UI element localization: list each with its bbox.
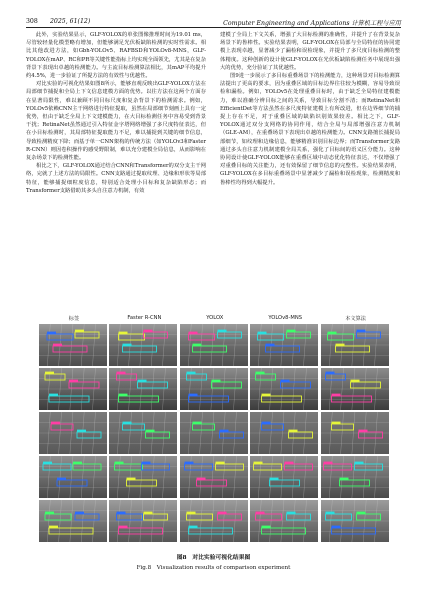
detection-thumbnail	[180, 412, 248, 454]
detection-box	[47, 334, 73, 340]
detection-label-tag	[186, 512, 195, 514]
detection-label-tag	[325, 512, 334, 514]
detection-label-tag	[57, 478, 66, 480]
detection-label-tag	[256, 372, 265, 374]
detection-label-tag	[119, 332, 128, 334]
solar-panel-image	[39, 368, 107, 410]
detection-box	[45, 374, 65, 380]
detection-label-tag	[215, 462, 224, 464]
detection-box	[119, 396, 159, 402]
detection-box	[188, 396, 228, 402]
detection-box	[53, 346, 87, 352]
detection-thumbnail	[109, 500, 177, 542]
detection-thumbnail	[250, 412, 318, 454]
column-label-ground-truth: 标签	[68, 316, 80, 322]
detection-label-tag	[49, 394, 58, 396]
detection-box	[142, 464, 170, 470]
detection-label-tag	[192, 422, 201, 424]
detection-label-tag	[53, 344, 62, 346]
detection-label-tag	[75, 512, 84, 514]
detection-thumbnail	[321, 500, 389, 542]
detection-label-tag	[45, 372, 54, 374]
figure-caption-cn: 图8 对比实验可视化结果图	[176, 555, 251, 561]
solar-panel-image	[321, 456, 389, 498]
figure-column-labels	[39, 315, 389, 324]
detection-label-tag	[51, 422, 60, 424]
detection-label-tag	[184, 462, 193, 464]
detection-label-tag	[339, 478, 348, 480]
detection-thumbnail	[250, 456, 318, 498]
detection-thumbnail	[250, 368, 318, 410]
detection-label-tag	[266, 344, 275, 346]
solar-panel-image	[180, 412, 248, 454]
detection-box	[75, 332, 99, 338]
detection-label-tag	[69, 380, 78, 382]
detection-box	[217, 514, 241, 520]
detection-label-tag	[43, 462, 52, 464]
detection-thumbnail	[39, 324, 107, 366]
detection-box	[186, 374, 206, 380]
page-number: 308	[26, 18, 38, 25]
detection-label-tag	[119, 526, 128, 528]
detection-label-tag	[73, 462, 82, 464]
solar-panel-image	[321, 500, 389, 542]
detection-box	[325, 514, 351, 520]
left-column	[26, 31, 206, 195]
detection-label-tag	[144, 330, 153, 332]
detection-label-tag	[350, 380, 359, 382]
detection-label-tag	[47, 332, 56, 334]
detection-label-tag	[127, 478, 136, 480]
header-rule	[26, 27, 401, 28]
detection-label-tag	[289, 430, 298, 432]
detection-label-tag	[262, 422, 271, 424]
detection-label-tag	[119, 394, 128, 396]
solar-panel-image	[39, 412, 107, 454]
detection-label-tag	[354, 462, 363, 464]
page-header	[26, 17, 401, 27]
detection-box	[354, 464, 382, 470]
detection-box	[123, 424, 145, 430]
detection-box	[75, 514, 99, 520]
solar-panel-image	[250, 412, 318, 454]
detection-label-tag	[146, 430, 155, 432]
detection-box	[262, 528, 306, 534]
detection-box	[331, 528, 375, 534]
detection-label-tag	[285, 462, 294, 464]
detection-label-tag	[262, 394, 271, 396]
detection-box	[356, 514, 380, 520]
paragraph: 图9进一步展示了多目标重叠场景下的检测能力，这种场景对目标检测算法提出了更高的要求，因为重叠区域的目标边界往往较为模糊，容易导致误检和漏检。例如，YOLOv5在处理重叠目标时，由于缺乏全局特征建模能力，难以准确分辨目标之间的关系，导致目标分割不清；而RetinaNet和EfficientDet等方法虽然在多尺度特征建模上有所改进，但在边界细节的捕捉上存在不足，对于重叠区域的缺陷识别效果较差。相比之下，GLF-YOLOX通过双分支网络的协同作用，结合全局与局部增强注意力机制（GLE-AM），在重叠场景下表现出卓越的检测能力。CNN支路擅长捕捉局部细节，如纹理和边缘信息，能够精准识别目标边界；而Transformer支路通过多头自注意力机制建模全局关系，强化了目标间的语义区分能力。这种协同设计使GLF-YOLOX能够在重叠区域中动态优化特征表达，不仅增强了对重叠目标的关注能力，还有效保留了细节信息的完整性。实验结果表明，GLF-YOLOX在多目标重叠场景中显著减少了漏检和误检现象，检测精度和鲁棒性均得到大幅提升。	[220, 73, 400, 186]
detection-box	[285, 464, 313, 470]
detection-label-tag	[115, 462, 124, 464]
right-column	[220, 31, 400, 187]
detection-label-tag	[217, 512, 226, 514]
detection-box	[184, 464, 212, 470]
paragraph: 相比之下，GLF-YOLOX通过结合CNN和Transformer的双分支主干网络，完就了上述方法的局限性。CNN支路通过提取纹理、边缘和形状等局部特征，能够捕捉细粒度信息，特别适合处理小目标和复杂缺陷形态；而Transformer支路借助其多头自注意力机制，有效	[26, 163, 206, 194]
detection-label-tag	[287, 512, 296, 514]
detection-box	[119, 334, 145, 340]
volume-issue: 2025, 61(12)	[50, 18, 91, 25]
detection-label-tag	[75, 330, 84, 332]
solar-panel-image	[109, 368, 177, 410]
detection-box	[254, 464, 282, 470]
detection-label-tag	[258, 332, 267, 334]
detection-box	[115, 464, 143, 470]
solar-panel-image	[109, 412, 177, 454]
detection-label-tag	[142, 462, 151, 464]
solar-panel-image	[321, 412, 389, 454]
solar-panel-image	[180, 500, 248, 542]
detection-box	[117, 514, 143, 520]
detection-thumbnail	[250, 324, 318, 366]
detection-label-tag	[335, 344, 344, 346]
detection-box	[123, 346, 157, 352]
detection-label-tag	[196, 478, 205, 480]
solar-panel-image	[109, 324, 177, 366]
detection-box	[217, 332, 241, 338]
detection-box	[331, 396, 371, 402]
detection-thumbnail	[321, 412, 389, 454]
paragraph: 对比实验的可视化结果如图8所示，能够直观反映出GLF-YOLOX方法在局部细节捕捉和全局上下文信息建模方面的优势。以往方法在这两个方面存在显著局限性，难以兼顾不同目标尺度和复杂背景下的检测需求。例如，YOLOv5依赖CNN主干网络进行特征提取，虽然在局部细节刻画上具有一定优势，但由于缺乏全局上下文建模能力，在大目标检测任务中容易受到背景干扰；RetinaNet虽然通过引入特征金字塔网络增强了多尺度特征表达，但在小目标检测时，其局部特征提取能力不足，难以捕捉到关键的细节信息，导致检测精度下降；而基于单一CNN架构的传统方法（如YOLOv3和Faster R-CNN）则因卷积操作的感受野限制，难以充分建模全局信息，从而影响在复杂场景下的检测性能。	[26, 81, 206, 162]
paragraph: 建模了全局上下文关系，增强了大目标检测的准确性，并提升了在背景复杂场景下的鲁棒性。实验结果表明，GLF-YOLOX在局部与全局特征的协同建模上表现卓越，显著减少了漏检和误检现象，并提升了多尺度目标检测的整体精度。这种创新的设计使GLF-YOLOX在光伏板缺陷检测任务中展现出强大的优势，充分验证了其优越性。	[220, 32, 400, 71]
detection-label-tag	[45, 512, 54, 514]
detection-thumbnail	[39, 456, 107, 498]
detection-box	[51, 424, 73, 430]
solar-panel-image	[39, 500, 107, 542]
detection-label-tag	[188, 394, 197, 396]
detection-box	[339, 480, 369, 486]
detection-thumbnail	[321, 368, 389, 410]
detection-thumbnail	[321, 456, 389, 498]
detection-label-tag	[331, 394, 340, 396]
detection-box	[323, 464, 351, 470]
solar-panel-image	[39, 324, 107, 366]
detection-box	[188, 528, 232, 534]
detection-thumbnail	[321, 324, 389, 366]
detection-label-tag	[331, 422, 340, 424]
detection-box	[270, 480, 300, 486]
detection-thumbnail	[39, 368, 107, 410]
detection-label-tag	[138, 380, 147, 382]
detection-box	[144, 514, 168, 520]
solar-panel-image	[180, 368, 248, 410]
detection-label-tag	[327, 332, 336, 334]
detection-thumbnail	[109, 324, 177, 366]
detection-thumbnail	[109, 412, 177, 454]
detection-label-tag	[123, 344, 132, 346]
detection-label-tag	[188, 526, 197, 528]
detection-label-tag	[144, 512, 153, 514]
detection-box	[73, 464, 101, 470]
detection-label-tag	[356, 512, 365, 514]
detection-thumbnail	[180, 456, 248, 498]
comparison-figure	[39, 315, 389, 542]
detection-label-tag	[217, 330, 226, 332]
solar-panel-image	[321, 324, 389, 366]
detection-box	[258, 334, 284, 340]
detection-label-tag	[211, 380, 220, 382]
detection-label-tag	[117, 372, 126, 374]
detection-label-tag	[188, 332, 197, 334]
detection-box	[144, 332, 168, 338]
column-label-faster-rcnn: Faster R-CNN	[127, 315, 162, 321]
figure-caption-en: Fig.8 Visualization results of comparison experiment	[136, 565, 291, 571]
solar-panel-image	[109, 456, 177, 498]
detection-label-tag	[77, 430, 86, 432]
detection-label-tag	[270, 478, 279, 480]
detection-label-tag	[287, 330, 296, 332]
detection-box	[192, 346, 226, 352]
detection-box	[43, 464, 71, 470]
detection-label-tag	[323, 462, 332, 464]
detection-box	[49, 396, 89, 402]
solar-panel-image	[250, 500, 318, 542]
paragraph: 此外，实验结果显示，GLF-YOLOX的单张图像推理时间为19.01 ms，尽管较轻量化模型略有增加，但能够满足光伏板缺陷检测的实时性需求。相比其他改进方法，如Gbh-YOLOv5、RAFBSD和YOLOv8-MNS，GLF-YOLOX在mAP、RC和PR等关键性能指标上均实现全面领先，尤其是在复杂背景下表现出卓越的检测能力。与主流目标检测算法相比，其mAP平均提升约4.5%，进一步验证了所提方法的有效性与优越性。	[26, 32, 206, 80]
solar-panel-image	[250, 368, 318, 410]
journal-name: Computer Engineering and Applications 计算机工程与应用	[223, 20, 401, 27]
detection-thumbnail	[109, 368, 177, 410]
detection-label-tag	[117, 512, 126, 514]
detection-label-tag	[192, 344, 201, 346]
solar-panel-image	[39, 456, 107, 498]
detection-thumbnail	[180, 500, 248, 542]
detection-label-tag	[219, 430, 228, 432]
detection-box	[287, 514, 311, 520]
detection-thumbnail	[39, 412, 107, 454]
detection-thumbnail	[180, 368, 248, 410]
detection-box	[211, 382, 241, 388]
solar-panel-image	[321, 368, 389, 410]
detection-box	[281, 382, 311, 388]
detection-thumbnail	[180, 324, 248, 366]
detection-label-tag	[254, 462, 263, 464]
detection-label-tag	[49, 526, 58, 528]
detection-label-tag	[262, 526, 271, 528]
detection-box	[256, 374, 276, 380]
solar-panel-image	[180, 324, 248, 366]
detection-label-tag	[356, 330, 365, 332]
detection-label-tag	[325, 372, 334, 374]
detection-box	[287, 332, 311, 338]
solar-panel-image	[109, 500, 177, 542]
detection-box	[192, 424, 214, 430]
column-label-yolov8-mns: YOLOv8-MNS	[268, 315, 303, 321]
column-label-yolox: YOLOX	[206, 315, 224, 321]
detection-label-tag	[281, 380, 290, 382]
solar-panel-image	[180, 456, 248, 498]
detection-label-tag	[358, 430, 367, 432]
column-label-ours: 本文算法	[345, 316, 366, 322]
solar-panel-image	[250, 456, 318, 498]
detection-label-tag	[123, 422, 132, 424]
detection-label-tag	[186, 372, 195, 374]
detection-thumbnail	[109, 456, 177, 498]
detection-box	[256, 514, 282, 520]
detection-label-tag	[256, 512, 265, 514]
figure-image-grid	[39, 324, 389, 542]
detection-thumbnail	[250, 500, 318, 542]
detection-box	[325, 374, 345, 380]
detection-box	[215, 464, 243, 470]
detection-thumbnail	[39, 500, 107, 542]
solar-panel-image	[250, 324, 318, 366]
detection-box	[262, 424, 284, 430]
detection-label-tag	[331, 526, 340, 528]
